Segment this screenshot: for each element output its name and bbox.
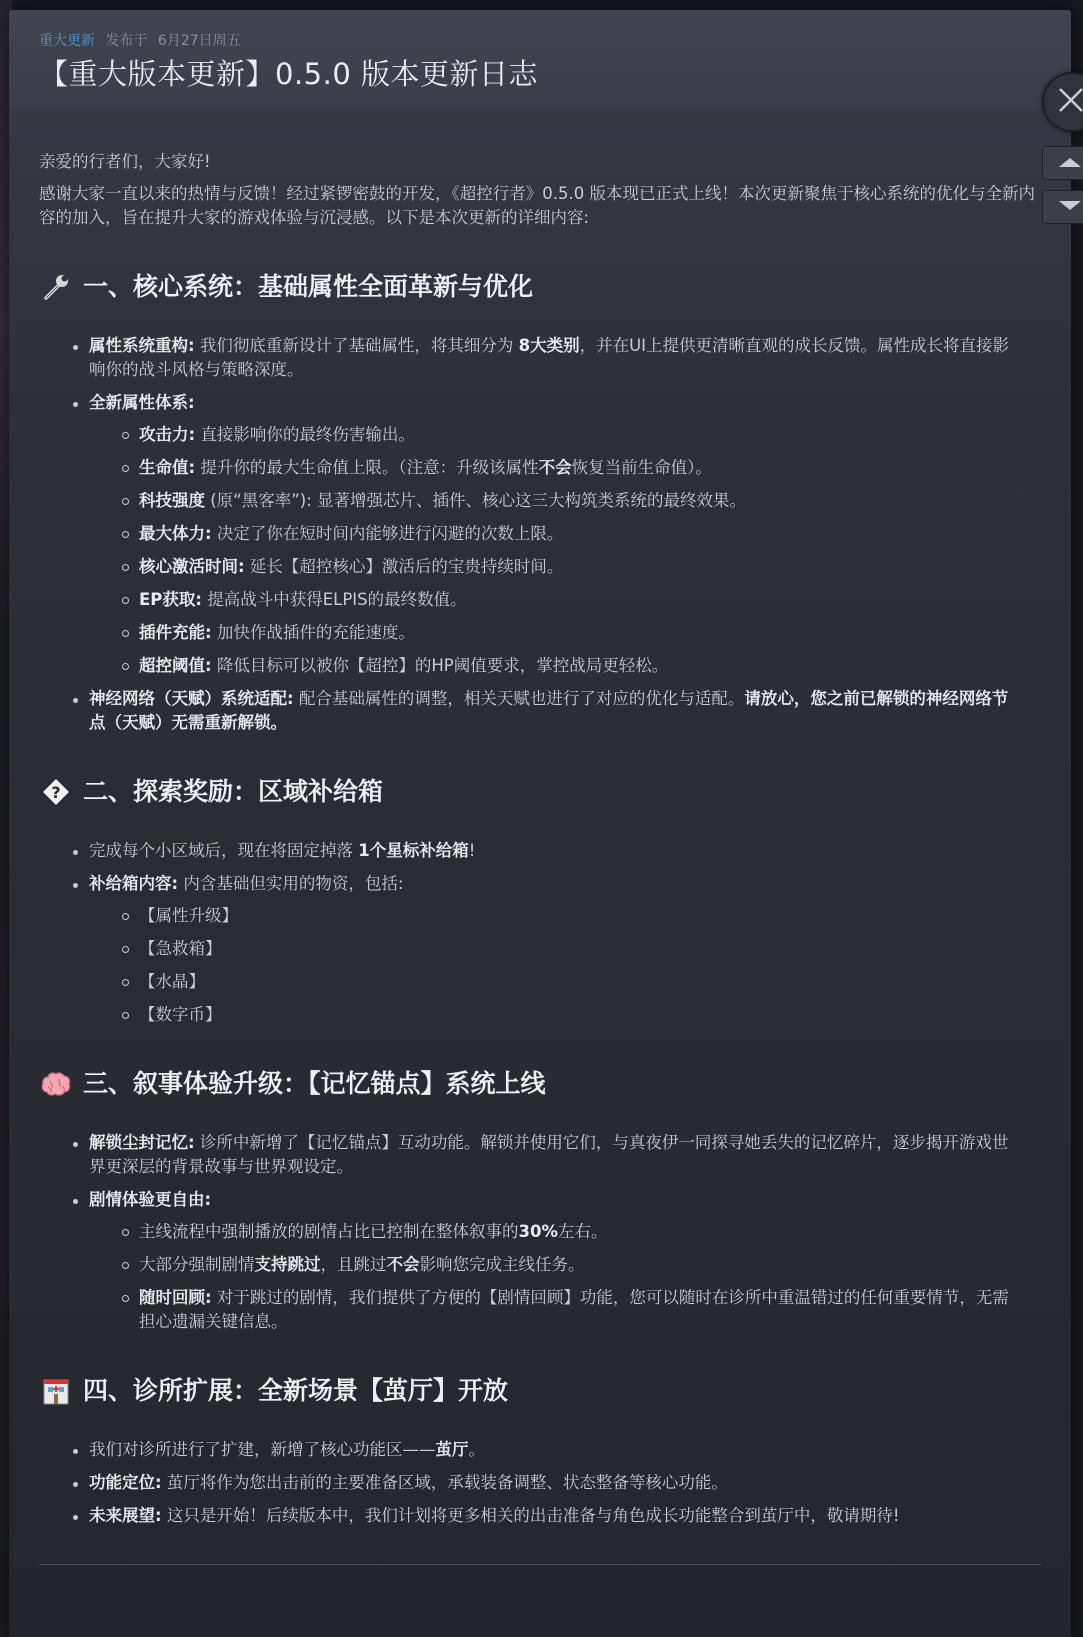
section-title: 三、叙事体验升级：【记忆锚点】系统上线 [83,1069,546,1098]
list-item [89,839,1041,863]
sub-list-item [139,621,1021,645]
text-span: 我们彻底重新设计了基础属性，将其细分为 [194,336,519,355]
sub-list-item [139,654,1021,678]
brain-icon [39,1067,73,1101]
text-span: 直接影响你的最终伤害输出。 [195,425,415,444]
section-list [39,1131,1041,1334]
text-span: 我们对诊所进行了扩建，新增了核心功能区—— [89,1440,436,1459]
bold-text: 茧厅 [435,1440,469,1459]
list-item [89,334,1041,382]
text-span: 主线流程中强制播放的剧情占比已控制在整体叙事的 [139,1222,519,1241]
sub-list-item [139,588,1021,612]
unknown-glyph-icon [39,775,73,809]
text-span: 加快作战插件的充能速度。 [211,623,415,642]
section-title: 一、核心系统：基础属性全面革新与优化 [83,272,534,301]
text-span: 完成每个小区域后，现在将固定掉落 [89,841,359,860]
bold-text: 随时回顾: [139,1288,212,1307]
text-span: 诊所中新增了【记忆锚点】互动功能。解锁并使用它们，与真夜伊一同探寻她丢失的记忆碎片，逐步揭开游戏世界更深层的背景故事与世界观设定。 [89,1133,1009,1176]
sub-list-item [139,1003,1021,1027]
intro-text: 感谢大家一直以来的热情与反馈！经过紧锣密鼓的开发，《超控行者》0.5.0 版本现已正式上线！本次更新聚焦于核心系统的优化与全新内容的加入，旨在提升大家的游戏体验与沉浸感。以下是本次更新的详细内容: [39,184,1035,227]
svg-text:?: ? [51,783,61,802]
post-date: 6月27日周五 [157,33,241,49]
text-span: ! [468,841,476,860]
bold-text: 剧情体验更自由: [89,1190,212,1209]
list-item [89,1438,1041,1462]
bold-text: 支持跳过 [254,1255,321,1274]
bold-text: 神经网络（天赋）系统适配: [89,689,294,708]
sub-list-item [139,1253,1021,1277]
text-span: 大部分强制剧情 [139,1255,255,1274]
section-heading [39,1067,1041,1101]
arrow-up-icon [1057,154,1083,173]
arrow-down-icon [1057,198,1083,217]
bold-text: 属性系统重构: [89,336,195,355]
sub-list-item [139,489,1021,513]
bold-text: 最大体力: [139,524,212,543]
bold-text: 解锁尘封记忆: [89,1133,195,1152]
sub-list-item [139,904,1021,928]
bold-text: 不会 [386,1255,420,1274]
list-item [89,391,1041,678]
text-span: 【属性升级】 [139,906,238,925]
list-item [89,1131,1041,1179]
text-span: 影响您完成主线任务。 [419,1255,585,1274]
text-span: 延长【超控核心】激活后的宝贵持续时间。 [244,557,564,576]
bold-text: 攻击力: [139,425,196,444]
sub-list-item [139,456,1021,480]
text-span: 内含基础但实用的物资，包括: [178,874,404,893]
bold-text: 不会 [538,458,572,477]
post-body [9,110,1071,1565]
bold-text: 功能定位: [89,1473,162,1492]
text-span: 。 [468,1440,485,1459]
sub-list [89,1220,1021,1334]
bold-text: 超控阈值: [139,656,212,675]
sections [39,270,1041,1528]
bold-text: 补给箱内容: [89,874,179,893]
next-post-button[interactable] [1042,190,1083,224]
sub-list-item [139,423,1021,447]
bold-text: 核心激活时间: [139,557,245,576]
text-span: 配合基础属性的调整，相关天赋也进行了对应的优化与适配。 [293,689,745,708]
section-heading [39,1374,1041,1408]
bold-text: 未来展望: [89,1506,162,1525]
sub-list-item [139,937,1021,961]
text-span: 这只是开始！后续版本中，我们计划将更多相关的出击准备与角色成长功能整合到茧厅中，敬请期待! [161,1506,900,1525]
text-span: 恢复当前生命值）。 [571,458,712,477]
bold-text: 插件充能: [139,623,212,642]
bold-text: 8大类别 [518,336,580,355]
text-span: 茧厅将作为您出击前的主要准备区域，承载装备调整、状态整备等核心功能。 [161,1473,728,1492]
posted-label: 发布于 [105,33,148,49]
text-span: 左右。 [558,1222,608,1241]
list-item [89,687,1041,735]
wrench-icon [39,270,73,304]
text-span: 【水晶】 [139,972,205,991]
list-item [89,872,1041,1027]
bold-text: 全新属性体系: [89,393,195,412]
sub-list-item [139,522,1021,546]
list-item [89,1471,1041,1495]
text-span: ，并在UI上提供更清晰直观的成长反馈。属性成长将直接影响你的战斗风格与策略深度。 [89,336,1010,379]
bold-text: EP获取: [139,590,202,609]
section-list [39,1438,1041,1528]
hospital-icon [39,1374,73,1408]
divider [39,1564,1041,1565]
section-heading [39,775,1041,809]
post-tag[interactable]: 重大更新 [39,33,95,49]
text-span: 降低目标可以被你【超控】的HP阈值要求，掌控战局更轻松。 [211,656,669,675]
section-title: 四、诊所扩展：全新场景【茧厅】开放 [83,1376,509,1405]
post-meta [39,32,1041,50]
list-item [89,1188,1041,1334]
sub-list-item [139,970,1021,994]
text-span: 【数字币】 [139,1005,222,1024]
intro [39,150,1041,230]
bold-text: 科技强度 [139,491,205,510]
bold-text: 1个星标补给箱 [358,841,469,860]
announcement-header [9,10,1071,110]
section-heading [39,270,1041,304]
sub-list-item [139,1286,1021,1334]
close-icon [1056,85,1083,119]
text-span: ，且跳过 [320,1255,387,1274]
list-item [89,1504,1041,1528]
bold-text: 生命值: [139,458,196,477]
intro-greeting: 亲爱的行者们，大家好! [39,152,211,171]
sub-list-item [139,555,1021,579]
text-span: 提高战斗中获得ELPIS的最终数值。 [201,590,467,609]
sub-list [89,904,1021,1027]
announcement-modal [9,10,1071,1637]
section-list [39,334,1041,735]
text-span: 对于跳过的剧情，我们提供了方便的【剧情回顾】功能，您可以随时在诊所中重温错过的任何重要情节，无需担心遗漏关键信息。 [139,1288,1009,1331]
text-span: 【急救箱】 [139,939,222,958]
section-title: 二、探索奖励：区域补给箱 [83,777,384,806]
text-span: 提升你的最大生命值上限。（注意：升级该属性 [195,458,539,477]
text-span: 决定了你在短时间内能够进行闪避的次数上限。 [211,524,564,543]
sub-list-item [139,1220,1021,1244]
previous-post-button[interactable] [1042,146,1083,180]
bold-text: 30% [518,1222,558,1241]
post-title: 【重大版本更新】0.5.0 版本更新日志 [39,57,539,91]
sub-list [89,423,1021,678]
bold-text: 请放心，您之前已解锁的神经网络节点（天赋）无需重新解锁。 [89,689,1009,732]
section-list [39,839,1041,1027]
text-span: (原“黑客率”): 显著增强芯片、插件、核心这三大构筑类系统的最终效果。 [205,491,747,510]
